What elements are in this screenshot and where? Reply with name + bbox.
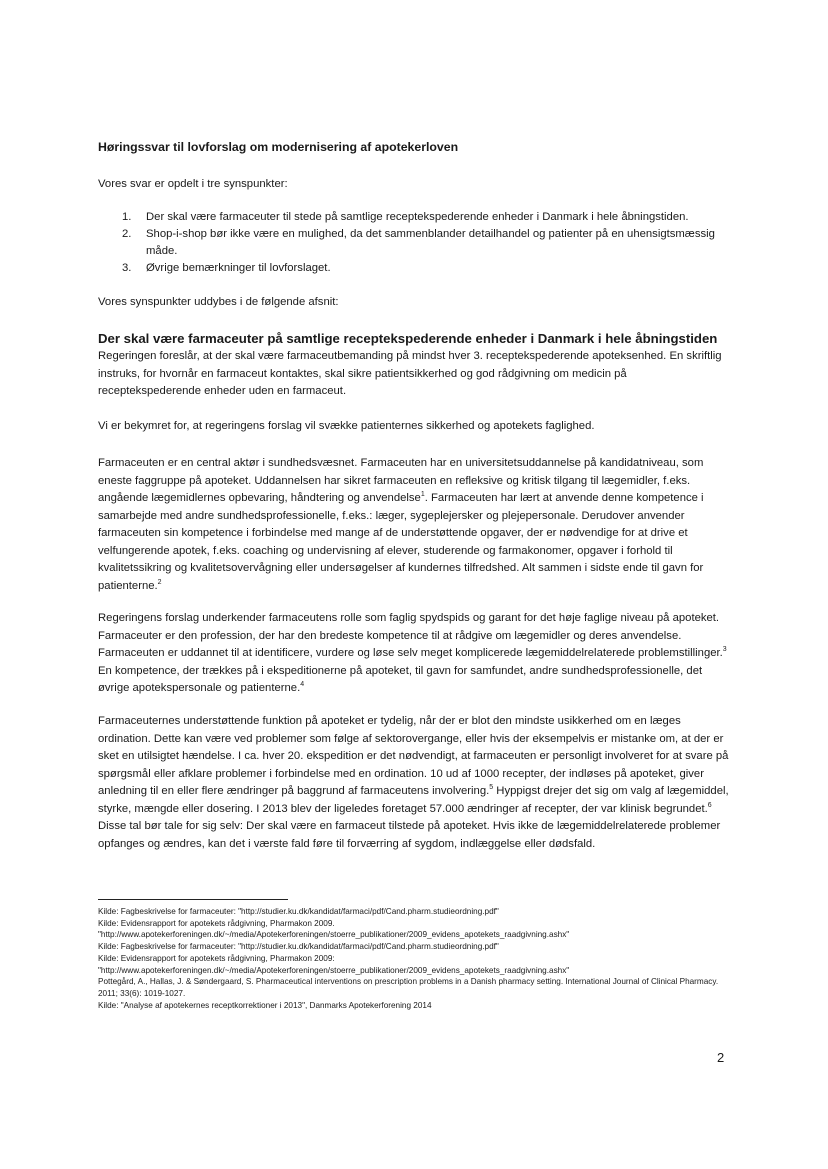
footnote-ref: 4 — [300, 681, 305, 689]
footnote-ref: 6 — [707, 801, 712, 809]
footnote-ref: 1 — [420, 491, 425, 499]
footnote: Kilde: "Analyse af apotekernes receptkorrektioner i 2013", Danmarks Apotekerforening 2014 — [98, 1000, 432, 1010]
intro-text: Vores svar er opdelt i tre synspunkter: — [98, 178, 288, 190]
page-title: Høringssvar til lovforslag om modernisering af apotekerloven — [98, 140, 459, 154]
footnotes — [98, 906, 738, 1011]
intro2-text: Vores synspunkter uddybes i de følgende afsnit: — [98, 296, 339, 308]
footnote: Kilde: Evidensrapport for apotekets rådgivning, Pharmakon 2009. — [98, 918, 335, 928]
paragraph-4: Regeringens forslag underkender farmaceutens rolle som faglig spydspids og garant for det høje faglige niveau på apoteket. Farmaceuter er den profession, der har den bredeste kompetence til at rådgive om lægemidler og deres anvendelse. Farmaceuten er uddannet til at identificere, vurdere og løse selv meget komplicerede lægemiddelrelaterede problemstillinger.$^3$ En kompetence, der trækkes på i ekspeditionerne på apoteket, til gavn for samfundet, andre sundhedsprofessionelle, det øvrige apotekspersonale og patienterne.$^4$ — [98, 612, 727, 694]
footnote: Pottegård, A., Hallas, J. & Søndergaard, S. Pharmaceutical interventions on prescription problems in a Danish pharmacy setting. International Journal of Clinical Pharmacy. 2011; 33(6): 1019-1027. — [98, 977, 719, 998]
footnote: "http://www.apotekerforeningen.dk/~/media/Apotekerforeningen/stoerre_publikationer/2009_evidens_apotekets_raadgivning.ashx" — [98, 930, 570, 940]
viewpoint-list — [98, 209, 730, 277]
list-item: 1. Der skal være farmaceuter til stede på samtlige receptekspederende enheder i Danmark i hele åbningstiden. — [122, 211, 689, 223]
footnote-ref: 5 — [489, 784, 494, 792]
paragraph-5: Farmaceuternes understøttende funktion på apoteket er tydelig, når der er blot den mindste usikkerhed om en læges ordination. Dette kan være ved problemer som følge af sektorovergange, eller hvis der eksempelvis er mistanke om, at der er sket en utilsigtet hændelse. I ca. hver 20. ekspedition er det nødvendigt, at farmaceuten er personligt involveret for at svare på spørgsmål eller afklare problemer i forbindelse med en ordination. 10 ud af 1000 recepter, der indløses på apoteket, giver anledning til en eller flere ændringer på baggrund af farmaceutens involvering.$^5$ Hyppigst drejer det sig om valg af lægemiddel, styrke, mængde eller dosering. I 2013 blev der ligeledes foretaget 57.000 ændringer af recepter, der var klinisk begrundet.$^6$ Disse tal bør tale for sig selv: Der skal være en farmaceut tilstede på apoteket. Hvis ikke de lægemiddelrelaterede problemer opfanges og ændres, kan det i værste fald føre til forværring af sygdom, indlæggelse eller dødsfald. — [98, 715, 729, 850]
list-item: 3. Øvrige bemærkninger til lovforslaget. — [122, 262, 331, 274]
footnote: Kilde: Fagbeskrivelse for farmaceuter: "http://studier.ku.dk/kandidat/farmaci/pdf/Cand.pharm.studieordning.pdf" — [98, 907, 499, 916]
section-heading: Der skal være farmaceuter på samtlige receptekspederende enheder i Danmark i hele åbningstiden — [98, 331, 718, 346]
footnote-ref: 2 — [157, 578, 162, 586]
footnote: Kilde: Evidensrapport for apotekets rådgivning, Pharmakon 2009: — [98, 953, 335, 963]
footnote-ref: 3 — [722, 646, 727, 654]
list-item: 2. Shop-i-shop bør ikke være en mulighed, da det sammenblander detailhandel og patienter på en uhensigtsmæssig måde. — [122, 228, 715, 257]
paragraph-1: Regeringen foreslår, at der skal være farmaceutbemanding på mindst hver 3. receptekspederende apoteksenhed. En skriftlig instruks, for hvornår en farmaceut kontaktes, skal sikre patientsikkerhed og god rådgivning om medicin på receptekspederende enheder uden en farmaceut. — [98, 350, 722, 397]
page-number: 2 — [717, 1050, 725, 1065]
footnote: Kilde: Fagbeskrivelse for farmaceuter: "http://studier.ku.dk/kandidat/farmaci/pdf/Cand.pharm.studieordning.pdf" — [98, 942, 499, 952]
paragraph-2: Vi er bekymret for, at regeringens forslag vil svække patienternes sikkerhed og apotekets faglighed. — [98, 420, 595, 432]
footnote: "http://www.apotekerforeningen.dk/~/media/Apotekerforeningen/stoerre_publikationer/2009_evidens_apotekets_raadgivning.ashx" — [98, 965, 570, 975]
paragraph-3: Farmaceuten er en central aktør i sundhedsvæsnet. Farmaceuten har en universitetsuddannelse på kandidatniveau, som eneste faggruppe på apoteket. Uddannelsen har sikret farmaceuten en refleksive og kritisk tilgang til lægemidler, f.eks. angående lægemidlernes opbevaring, håndtering og anvendelse$^1$. Farmaceuten har lært at anvende denne kompetence i samarbejde med andre sundhedsprofessionelle, f.eks.: læger, sygeplejersker og plejepersonale. Derudover anvender farmaceuten sin kompetence i forbindelse med mange af de understøttende opgaver, der er nødvendige for at drive et velfungerende apotek, f.eks. coaching og undervisning af elever, studerende og farmakonomer, opgaver i forhold til kvalitetssikring og kvalitetsovervågning eller undersøgelser af kundernes tilfredshed. Alt sammen i sidste ende til gavn for patienterne.$^2$ — [98, 457, 704, 592]
footnote-divider — [98, 899, 288, 900]
